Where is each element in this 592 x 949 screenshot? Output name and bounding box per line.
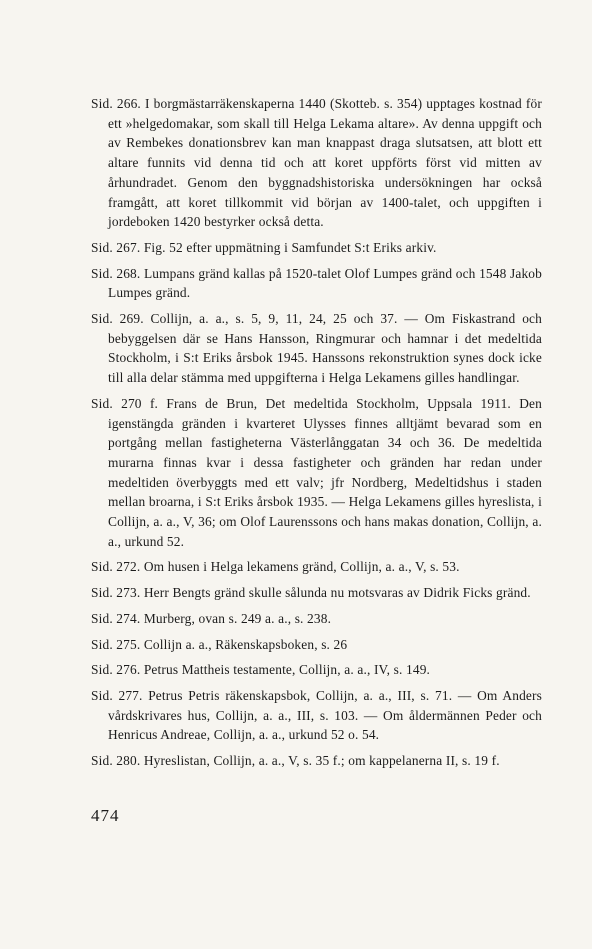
endnote-sid-266: Sid. 266. I borgmästarräkenskaperna 1440 (Skotteb. s. 354) upptages kostnad för ett »helgedomakar, som skall till Helga Lekama altare». Av denna uppgift och av Rembekes donationsbrev kan man knappast draga slutsatsen, att blott ett altare funnits vid denna tid och att koret uppförts först vid mitten av århundradet. Genom den byggnadshistoriska undersökningen har också framgått, att koret tillkommit vid början av 1400-talet, och uppgiften i jordeboken 1420 bestyrker också detta. bbox=[91, 96, 542, 230]
endnote-sid-269: Sid. 269. Collijn, a. a., s. 5, 9, 11, 24, 25 och 37. — Om Fiskastrand och bebyggelsen där se Hans Hansson, Ringmurar och hamnar i det medeltida Stockholm, i S:t Eriks årsbok 1945. Hanssons rekonstruktion synes dock icke till alla delar stämma med uppgifterna i Helga Lekamens gilles handlingar. bbox=[91, 311, 542, 386]
endnote-sid-270: Sid. 270 f. Frans de Brun, Det medeltida Stockholm, Uppsala 1911. Den igenstängda gränden i kvarteret Ulysses finnes alltjämt bevarad som en portgång mellan fastigheterna Västerlånggatan 34 och 36. De medeltida murarna finnas kvar i dessa fastigheter och gränden har redan under medeltiden överbyggts med ett valv; jfr Nordberg, Medeltidshus i staden mellan broarna, i S:t Eriks årsbok 1935. — Helga Lekamens gilles hyreslista, i Collijn, a. a., V, 36; om Olof Laurenssons och hans makas donation, Collijn, a. a., urkund 52. bbox=[91, 395, 542, 549]
page-number: 474 bbox=[91, 806, 120, 825]
endnote-sid-275: Sid. 275. Collijn a. a., Räkenskapsboken, s. 26 bbox=[91, 636, 348, 652]
endnote-sid-267: Sid. 267. Fig. 52 efter uppmätning i Samfundet S:t Eriks arkiv. bbox=[91, 239, 437, 255]
endnote-sid-272: Sid. 272. Om husen i Helga lekamens gränd, Collijn, a. a., V, s. 53. bbox=[91, 559, 460, 575]
endnote-sid-273: Sid. 273. Herr Bengts gränd skulle sålunda nu motsvaras av Didrik Ficks gränd. bbox=[91, 585, 531, 601]
endnote-sid-280: Sid. 280. Hyreslistan, Collijn, a. a., V, s. 35 f.; om kappelanerna II, s. 19 f. bbox=[91, 753, 500, 769]
endnotes-list bbox=[91, 94, 542, 777]
endnote-sid-277: Sid. 277. Petrus Petris räkenskapsbok, Collijn, a. a., III, s. 71. — Om Anders vårdskrivares hus, Collijn, a. a., III, s. 103. — Om åldermännen Peder och Henricus Andreae, Collijn, a. a., urkund 52 o. 54. bbox=[91, 687, 542, 743]
endnote-sid-274: Sid. 274. Murberg, ovan s. 249 a. a., s. 238. bbox=[91, 610, 332, 626]
endnote-sid-276: Sid. 276. Petrus Mattheis testamente, Collijn, a. a., IV, s. 149. bbox=[91, 662, 431, 678]
endnote-sid-268: Sid. 268. Lumpans gränd kallas på 1520-talet Olof Lumpes gränd och 1548 Jakob Lumpes gränd. bbox=[91, 265, 542, 301]
